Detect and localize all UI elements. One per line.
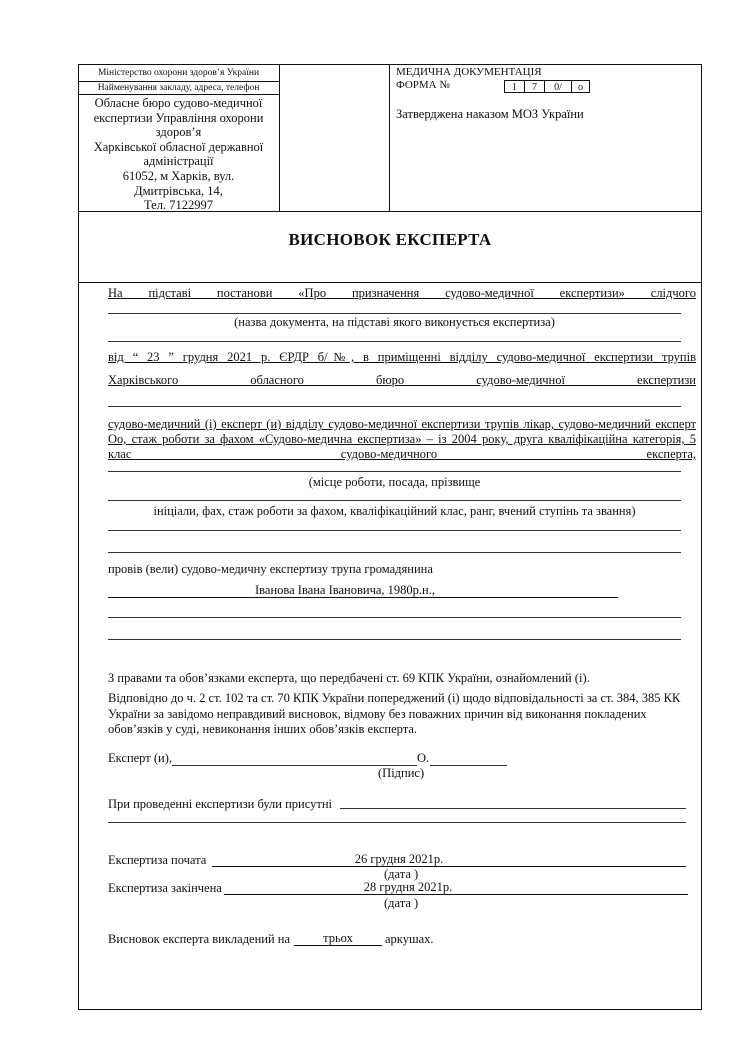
expert-line-2: Оо, стаж роботи за фахом «Судово-медична експертиза» – із 2004 року, друга кваліфікаційна категорія, 5 xyxy=(108,432,696,446)
signature-initial-line xyxy=(430,765,507,766)
page-title: ВИСНОВОК ЕКСПЕРТА xyxy=(288,230,492,249)
signature-initial: О. xyxy=(417,751,430,765)
form-cell-4: о xyxy=(571,80,590,93)
conclusion-pages: трьох xyxy=(294,931,382,946)
form-cell-2: 7 xyxy=(524,80,545,93)
title-bottom-rule xyxy=(78,282,702,283)
end-date-caption: (дата ) xyxy=(384,896,419,910)
med-doc-label: МЕДИЧНА ДОКУМЕНТАЦІЯ xyxy=(396,66,542,78)
basis-rule-2 xyxy=(108,341,681,342)
expert-rule-1 xyxy=(108,471,681,472)
basis-rule-1 xyxy=(108,313,681,314)
basis-rule-3 xyxy=(108,406,681,407)
expert-caption-1: (місце роботи, посада, прізвище xyxy=(308,475,481,489)
present-label: При проведенні експертизи були присутні xyxy=(108,797,332,811)
signature-caption: (Підпис) xyxy=(378,766,425,780)
rights-text-2: Відповідно до ч. 2 ст. 102 та ст. 70 КПК України попереджений (і) щодо відповідальності за ст. 384, 385 КК України за завідомо неправдивий висновок, відмову без поважних причин від виконання покладених обов’язків у суді, невиконання інших обов’язків експерта. xyxy=(108,691,681,736)
ministry-rule xyxy=(78,81,279,82)
rights-text-1: З правами та обов’язками експерта, що передбачені ст. 69 КПК України, ознайомлений (і). xyxy=(108,671,590,685)
start-date-field: 26 грудня 2021р. xyxy=(212,852,686,867)
expert-caption-2: ініціали, фах, стаж роботи за фахом, кваліфікаційний клас, ранг, вчений ступінь та звання) xyxy=(153,504,636,518)
end-date-field: 28 грудня 2021р. xyxy=(224,880,688,895)
signature-label: Експерт (и), xyxy=(108,751,172,765)
institution-address: Обласне бюро судово-медичної експертизи Управління охорони здоров’я Харківської обласної державної адміністрації 61052, м Харків, вул. Дмитрівська, 14, Тел. 7122997 xyxy=(93,96,264,213)
examination-person: Іванова Івана Івановича, 1980р.н., xyxy=(108,583,618,598)
form-cell-1: 1 xyxy=(504,80,525,93)
start-label: Експертиза почата xyxy=(108,853,207,867)
examination-rule-2 xyxy=(108,639,681,640)
expert-line-3: клас судово-медичного експерта, xyxy=(108,447,696,461)
approved-by: Затверджена наказом МОЗ України xyxy=(396,107,584,121)
examination-rule-1 xyxy=(108,617,681,618)
expert-rule-3 xyxy=(108,530,681,531)
institution-label-rule xyxy=(78,94,279,95)
expert-line-1: судово-медичний (і) експерт (и) відділу судово-медичної експертизи трупів лікар, судово-медичний експерт xyxy=(108,417,696,431)
expert-rule-4 xyxy=(108,552,681,553)
form-label: ФОРМА № xyxy=(396,79,450,91)
basis-line-2: від “ 23 ” грудня 2021 р. ЄРДР б/№, в приміщенні відділу судово-медичної експертизи трупів xyxy=(108,350,696,364)
conclusion-suffix: аркушах. xyxy=(385,932,434,946)
present-line-2 xyxy=(108,822,686,823)
ministry-name: Міністерство охорони здоров’я України xyxy=(97,68,260,78)
institution-label: Найменування закладу, адреса, телефон xyxy=(97,83,260,93)
present-line-1 xyxy=(340,808,686,809)
start-date-caption: (дата ) xyxy=(384,867,419,881)
basis-line-1: На підставі постанови «Про призначення судово-медичної експертизи» слідчого xyxy=(108,286,696,300)
basis-caption: (назва документа, на підставі якого виконується експертиза) xyxy=(234,315,555,329)
basis-line-3: Харківського обласного бюро судово-медичної експертизи xyxy=(108,373,696,387)
end-label: Експертиза закінчена xyxy=(108,881,222,895)
form-cell-3: 0/ xyxy=(544,80,572,93)
examination-label: провів (вели) судово-медичну експертизу трупа громадянина xyxy=(108,562,433,576)
header-divider-1 xyxy=(279,64,280,212)
header-divider-2 xyxy=(389,64,390,212)
conclusion-label: Висновок експерта викладений на xyxy=(108,932,291,946)
expert-rule-2 xyxy=(108,500,681,501)
